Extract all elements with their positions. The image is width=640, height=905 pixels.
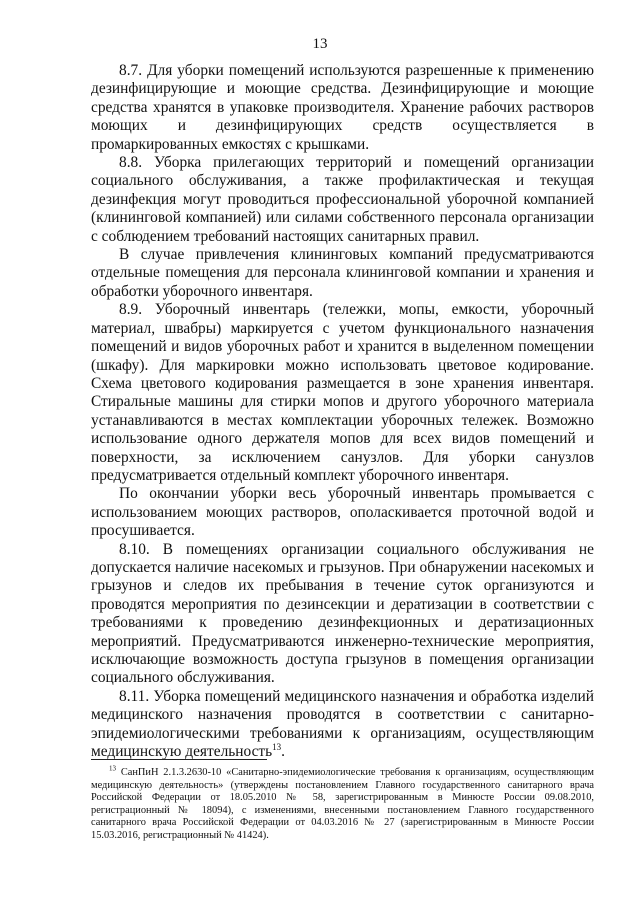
paragraph-8-8: 8.8. Уборка прилегающих территорий и помещений организации социального обслуживания, а также профилактическая и текущая дезинфекция могут проводиться профессиональной уборочной компанией (клининговой компанией) или силами собственного персонала организации с соблюдением требований настоящих санитарных правил. [91,154,594,245]
paragraph-cleaning-companies: В случае привлечения клининговых компаний предусматриваются отдельные помещения для персонала клининговой компании и хранения и обработки уборочного инвентаря. [91,246,594,300]
paragraph-8-10: 8.10. В помещениях организации социального обслуживания не допускается наличие насекомых и грызунов. При обнаружении насекомых и грызунов и следов их пребывания в течение суток организуются и проводятся мероприятия по дезинсекции и дератизации в соответствии с требованиями к проведению дезинфекционных и дератизационных мероприятий. Предусматриваются инженерно-технические мероприятия, исключающие возможность доступа грызунов в помещения организации социального обслуживания. [91,540,594,687]
paragraph-8-9: 8.9. Уборочный инвентарь (тележки, мопы, емкости, уборочный материал, швабры) маркируется с учетом функционального назначения помещений и видов уборочных работ и хранится в выделенном помещении (шкафу). Для маркировки можно использовать цветовое кодирование. Схема цветового кодирования размещается в зоне хранения инвентаря. Стиральные машины для стирки мопов и другого уборочного материала устанавливаются в местах комплектации уборочных тележек. Возможно использование одного держателя мопов для всех видов помещений и поверхности, за исключением санузлов. Для уборки санузлов предусматривается отдельный комплект уборочного инвентаря. [91,301,594,484]
footnote-divider [91,759,267,760]
paragraph-8-11-text: 8.11. Уборка помещений медицинского назначения и обработка изделий медицинского назначения проводятся в соответствии с санитарно-эпидемиологическими требованиями к организациям, осуществляющим медицинскую деятельность [91,687,594,761]
paragraph-after-cleaning: По окончании уборки весь уборочный инвентарь промывается с использованием моющих растворов, ополаскивается проточной водой и просушивается. [91,485,594,540]
footnote [91,764,594,843]
footnote-mark: 13 [109,764,116,773]
paragraph-8-7: 8.7. Для уборки помещений используются разрешенные к применению дезинфицирующие и моющие средства. Дезинфицирующие и моющие средства хранятся в упаковке производителя. Хранение рабочих растворов моющих и дезинфицирующих средств осуществляется в промаркированных емкостях с крышками. [91,62,594,153]
footnote-reference[interactable]: 13 [272,741,282,752]
page-number: 13 [312,36,328,52]
paragraph-8-11: 8.11. Уборка помещений медицинского назначения и обработка изделий медицинского назначения проводятся в соответствии с санитарно-эпидемиологическими требованиями к организациям, осуществляющим медицинскую деятельность$^{13}$. [91,687,594,761]
footnote-text: СанПиН 2.1.3.2630-10 «Санитарно-эпидемиологические требования к организациям, осуществляющим медицинскую деятельность» (утверждены постановлением Главного государственного санитарного врача Российской Федерации от 18.05.2010 № 58, зарегистрированным в Минюсте России 09.08.2010, регистрационный № 18094), с изменениями, внесенными постановлением Главного государственного санитарного врача Российской Федерации от 04.03.2016 № 27 (зарегистрированным в Минюсте России 15.03.2016, регистрационный № 41424). [91,767,594,841]
body-text [91,62,594,761]
